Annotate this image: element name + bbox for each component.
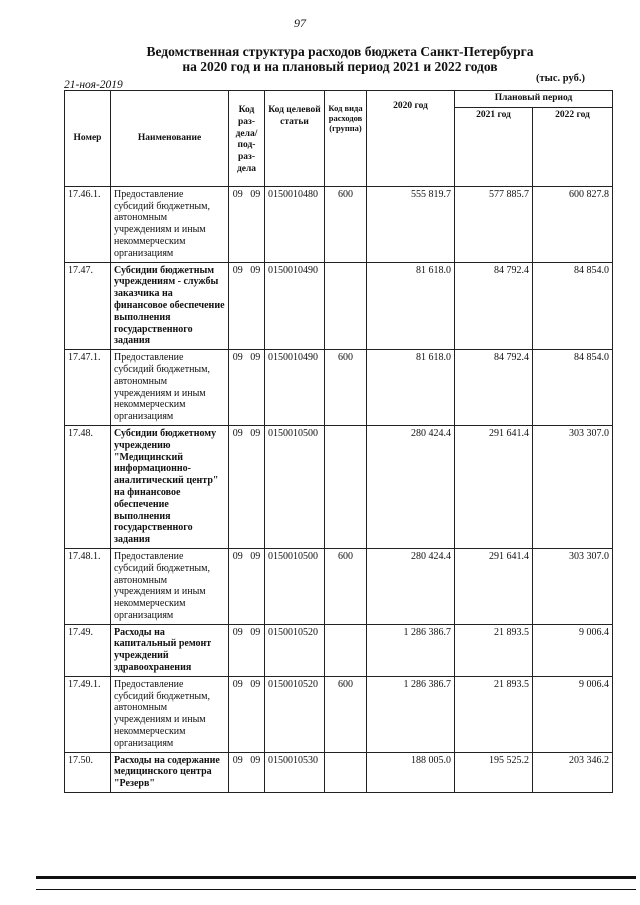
table-body — [65, 186, 613, 792]
header-2021: 2021 год — [455, 107, 533, 186]
row-section-code-b: 09 — [250, 678, 261, 690]
header-2022: 2022 год — [533, 107, 613, 186]
row-amount-2021: 84 792.4 — [455, 350, 533, 426]
row-target-code: 0150010480 — [265, 186, 325, 262]
row-section-code-b: 09 — [250, 352, 261, 364]
row-amount-2020: 188 005.0 — [367, 752, 455, 792]
row-amount-2022: 9 006.4 — [533, 676, 613, 752]
header-number: Номер — [65, 91, 111, 187]
units-label: (тыс. руб.) — [536, 73, 585, 84]
header-section-code: Код раз-дела/ под-раз-дела — [229, 91, 265, 187]
row-target-code: 0150010500 — [265, 425, 325, 548]
row-amount-2020: 81 618.0 — [367, 350, 455, 426]
row-number: 17.49.1. — [65, 676, 111, 752]
row-section-code — [229, 425, 265, 548]
row-amount-2022: 303 307.0 — [533, 425, 613, 548]
row-name: Предоставление субсидий бюджетным, автономным учреждениям и иным некоммерческим организациям — [111, 186, 229, 262]
row-section-code — [229, 262, 265, 350]
row-amount-2021: 21 893.5 — [455, 624, 533, 676]
row-section-code-a: 09 — [232, 188, 243, 200]
table-row — [65, 350, 613, 426]
row-amount-2022: 84 854.0 — [533, 350, 613, 426]
footer-rule-thin — [36, 889, 636, 890]
row-amount-2021: 195 525.2 — [455, 752, 533, 792]
row-amount-2020: 280 424.4 — [367, 425, 455, 548]
row-number: 17.47.1. — [65, 350, 111, 426]
row-number: 17.46.1. — [65, 186, 111, 262]
row-amount-2020: 555 819.7 — [367, 186, 455, 262]
row-amount-2021: 84 792.4 — [455, 262, 533, 350]
table-row — [65, 676, 613, 752]
row-name: Расходы на содержание медицинского центра "Резерв" — [111, 752, 229, 792]
row-name: Субсидии бюджетному учреждению "Медицинский информационно-аналитический центр" на финансовое обеспечение выполнения государственного задания — [111, 425, 229, 548]
row-name: Расходы на капитальный ремонт учреждений здравоохранения — [111, 624, 229, 676]
row-section-code — [229, 186, 265, 262]
row-expense-type: 600 — [325, 350, 367, 426]
header-name: Наименование — [111, 91, 229, 187]
table-row — [65, 262, 613, 350]
table-row — [65, 624, 613, 676]
row-expense-type — [325, 425, 367, 548]
row-section-code-b: 09 — [250, 264, 261, 276]
row-number: 17.47. — [65, 262, 111, 350]
row-section-code — [229, 548, 265, 624]
footer-rule-thick — [36, 876, 636, 879]
row-section-code-a: 09 — [232, 427, 243, 439]
row-target-code: 0150010520 — [265, 676, 325, 752]
header-target-code: Код целевой статьи — [265, 91, 325, 187]
row-section-code-b: 09 — [250, 427, 261, 439]
row-section-code-b: 09 — [250, 188, 261, 200]
header-planning-period: Плановый период — [455, 91, 613, 108]
row-section-code — [229, 350, 265, 426]
header-expense-type-code: Код вида расходов (группа) — [325, 91, 367, 187]
row-number: 17.49. — [65, 624, 111, 676]
row-amount-2022: 203 346.2 — [533, 752, 613, 792]
row-amount-2022: 303 307.0 — [533, 548, 613, 624]
row-number: 17.48. — [65, 425, 111, 548]
header-2020: 2020 год — [367, 91, 455, 187]
budget-table — [64, 90, 613, 793]
row-expense-type — [325, 262, 367, 350]
row-section-code-a: 09 — [232, 626, 243, 638]
row-section-code — [229, 752, 265, 792]
row-target-code: 0150010520 — [265, 624, 325, 676]
row-section-code-a: 09 — [232, 264, 243, 276]
row-target-code: 0150010490 — [265, 262, 325, 350]
row-amount-2021: 291 641.4 — [455, 548, 533, 624]
row-name: Субсидии бюджетным учреждениям - службы заказчика на финансовое обеспечение выполнения государственного задания — [111, 262, 229, 350]
row-section-code — [229, 676, 265, 752]
row-name: Предоставление субсидий бюджетным, автономным учреждениям и иным некоммерческим организациям — [111, 548, 229, 624]
row-number: 17.50. — [65, 752, 111, 792]
document-title — [100, 44, 580, 74]
row-expense-type — [325, 624, 367, 676]
table-header — [65, 91, 613, 187]
row-amount-2022: 84 854.0 — [533, 262, 613, 350]
row-amount-2021: 21 893.5 — [455, 676, 533, 752]
table-row — [65, 548, 613, 624]
row-expense-type — [325, 752, 367, 792]
table-row — [65, 425, 613, 548]
row-amount-2022: 600 827.8 — [533, 186, 613, 262]
row-section-code-b: 09 — [250, 754, 261, 766]
row-expense-type: 600 — [325, 186, 367, 262]
row-expense-type: 600 — [325, 676, 367, 752]
row-section-code-b: 09 — [250, 550, 261, 562]
table-row — [65, 752, 613, 792]
row-amount-2021: 291 641.4 — [455, 425, 533, 548]
row-section-code-a: 09 — [232, 352, 243, 364]
row-number: 17.48.1. — [65, 548, 111, 624]
document-date: 21-ноя-2019 — [64, 79, 123, 91]
row-amount-2020: 1 286 386.7 — [367, 624, 455, 676]
row-section-code-b: 09 — [250, 626, 261, 638]
row-amount-2022: 9 006.4 — [533, 624, 613, 676]
row-target-code: 0150010530 — [265, 752, 325, 792]
row-amount-2020: 1 286 386.7 — [367, 676, 455, 752]
row-amount-2021: 577 885.7 — [455, 186, 533, 262]
title-line-1: Ведомственная структура расходов бюджета Санкт-Петербурга — [146, 44, 534, 59]
title-line-2: на 2020 год и на плановый период 2021 и 2022 годов — [182, 59, 498, 74]
row-section-code-a: 09 — [232, 754, 243, 766]
table-row — [65, 186, 613, 262]
row-amount-2020: 81 618.0 — [367, 262, 455, 350]
row-target-code: 0150010500 — [265, 548, 325, 624]
row-target-code: 0150010490 — [265, 350, 325, 426]
row-name: Предоставление субсидий бюджетным, автономным учреждениям и иным некоммерческим организациям — [111, 350, 229, 426]
row-name: Предоставление субсидий бюджетным, автономным учреждениям и иным некоммерческим организациям — [111, 676, 229, 752]
page-number: 97 — [294, 16, 306, 30]
row-section-code-a: 09 — [232, 678, 243, 690]
row-amount-2020: 280 424.4 — [367, 548, 455, 624]
row-section-code — [229, 624, 265, 676]
row-section-code-a: 09 — [232, 550, 243, 562]
row-expense-type: 600 — [325, 548, 367, 624]
